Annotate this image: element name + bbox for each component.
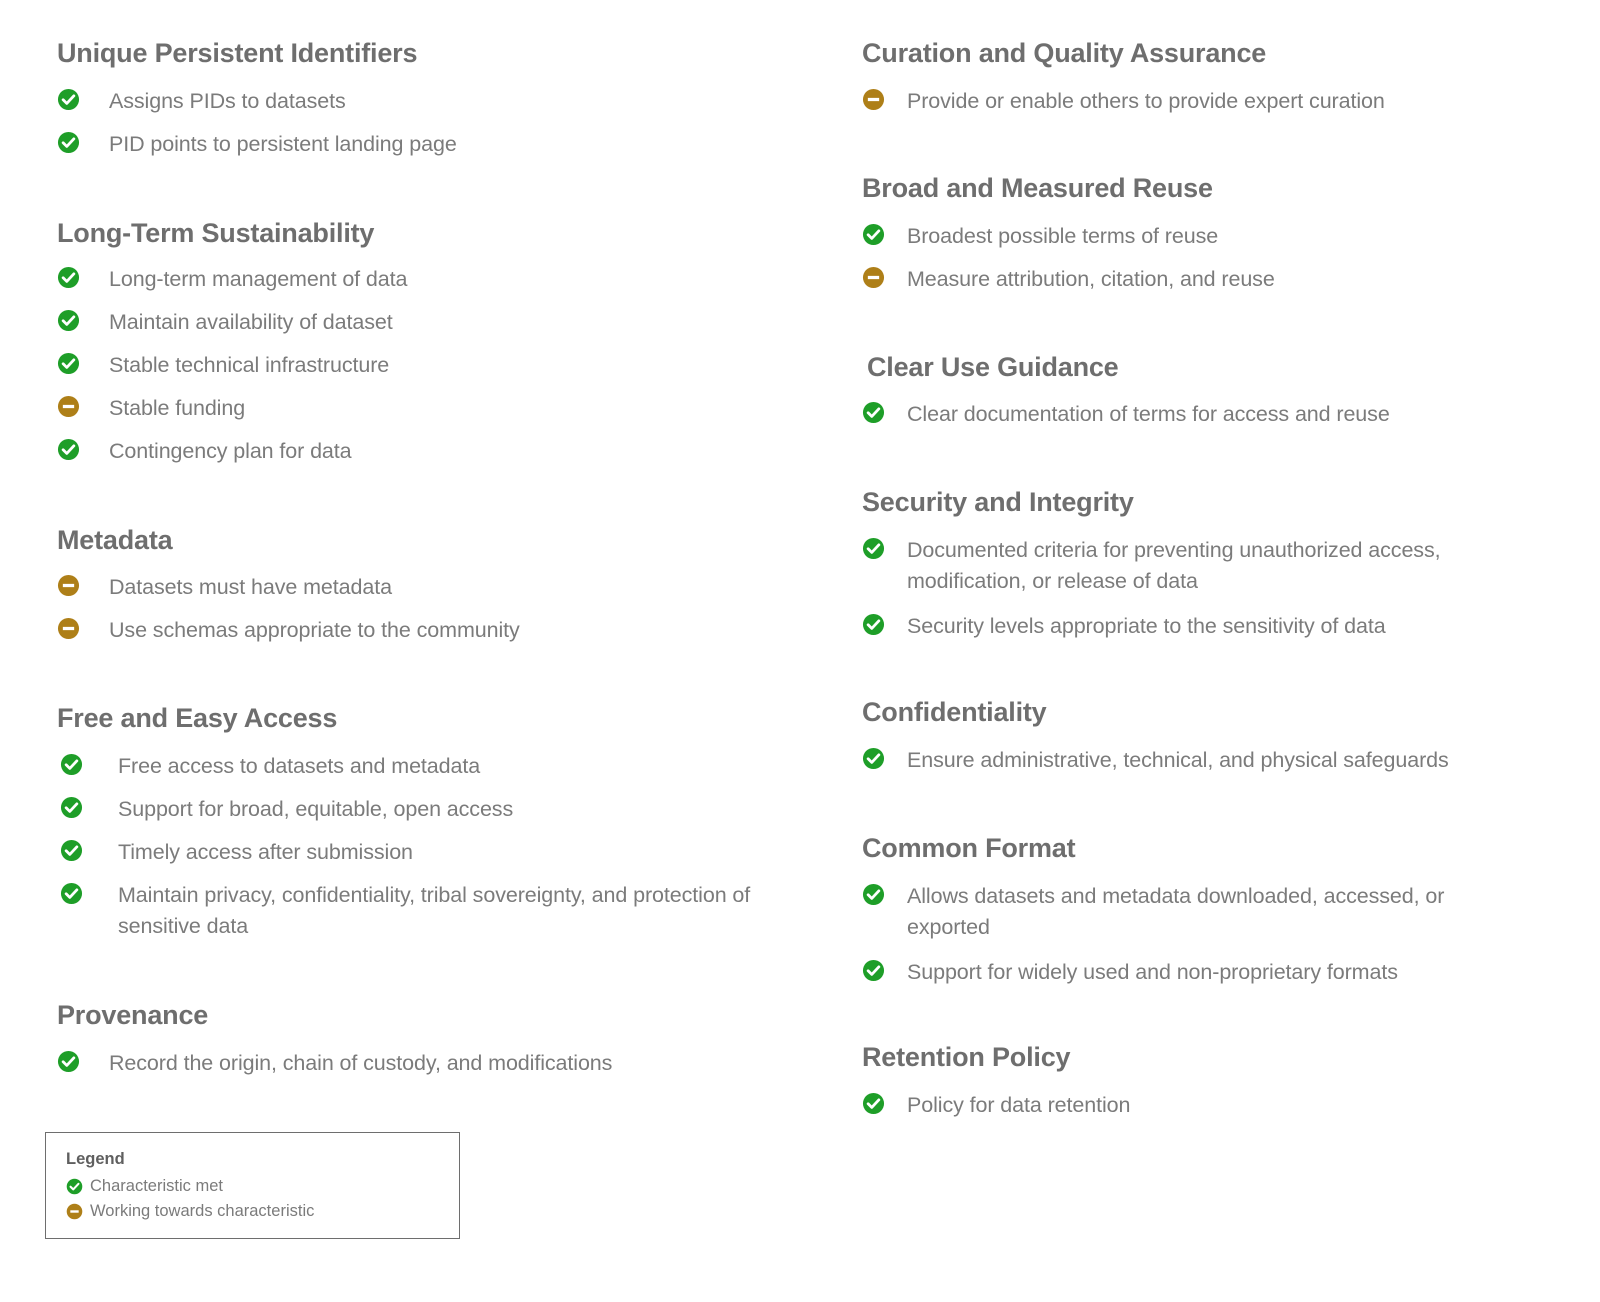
characteristic-item [57, 572, 757, 603]
legend-entry [66, 1175, 459, 1197]
characteristic-item [862, 221, 1522, 252]
characteristic-item [862, 957, 1522, 988]
check-circle-icon [862, 537, 885, 560]
check-circle-icon [862, 223, 885, 246]
characteristic-item [862, 745, 1522, 776]
check-circle-icon [862, 613, 885, 636]
section-heading: Metadata [57, 525, 173, 555]
legend-entry-label: Characteristic met [90, 1177, 223, 1196]
check-circle-icon [57, 1050, 80, 1073]
section-heading: Common Format [862, 833, 1076, 863]
characteristic-label: Ensure administrative, technical, and physical safeguards [907, 748, 1449, 772]
characteristic-label: Documented criteria for preventing unauthorized access, modification, or release of data [907, 538, 1441, 593]
check-circle-icon [60, 753, 83, 776]
legend-box [45, 1132, 460, 1239]
characteristic-item [57, 1048, 757, 1079]
check-circle-icon [862, 401, 885, 424]
section-heading: Clear Use Guidance [867, 352, 1119, 382]
check-circle-icon [862, 883, 885, 906]
legend-entry [66, 1200, 459, 1222]
characteristic-label: Long-term management of data [109, 267, 408, 291]
check-circle-icon [862, 959, 885, 982]
characteristic-label: Datasets must have metadata [109, 575, 392, 599]
characteristic-item [60, 751, 760, 782]
characteristic-item [57, 307, 757, 338]
characteristic-item [57, 350, 757, 381]
characteristic-item [862, 881, 1522, 943]
characteristic-label: Assigns PIDs to datasets [109, 89, 346, 113]
characteristic-label: Broadest possible terms of reuse [907, 224, 1219, 248]
section-heading: Long-Term Sustainability [57, 218, 375, 248]
characteristic-item [60, 880, 760, 942]
minus-circle-icon [862, 266, 885, 289]
section-heading: Broad and Measured Reuse [862, 173, 1213, 203]
minus-circle-icon [57, 395, 80, 418]
legend-entry-label: Working towards characteristic [90, 1202, 315, 1221]
check-circle-icon [57, 309, 80, 332]
check-circle-icon [862, 747, 885, 770]
characteristic-label: Contingency plan for data [109, 439, 352, 463]
characteristic-label: Use schemas appropriate to the community [109, 618, 520, 642]
characteristic-label: Allows datasets and metadata downloaded, accessed, or exported [907, 884, 1445, 939]
characteristic-item [862, 1090, 1522, 1121]
characteristic-label: Timely access after submission [118, 840, 413, 864]
check-circle-icon [57, 438, 80, 461]
characteristic-item [57, 86, 757, 117]
check-circle-icon [57, 352, 80, 375]
characteristic-label: Measure attribution, citation, and reuse [907, 267, 1275, 291]
characteristic-label: Clear documentation of terms for access and reuse [907, 402, 1390, 426]
check-circle-icon [60, 839, 83, 862]
check-circle-icon [57, 88, 80, 111]
section-heading: Security and Integrity [862, 487, 1134, 517]
check-circle-icon [60, 796, 83, 819]
characteristic-label: Stable funding [109, 396, 246, 420]
characteristic-item [862, 535, 1522, 597]
section-heading: Unique Persistent Identifiers [57, 38, 418, 68]
legend-entry-list [66, 1175, 459, 1222]
characteristic-item [57, 264, 757, 295]
characteristic-item [862, 86, 1522, 117]
characteristic-label: Record the origin, chain of custody, and modifications [109, 1051, 613, 1075]
characteristic-label: Support for widely used and non-proprietary formats [907, 960, 1398, 984]
characteristic-label: Policy for data retention [907, 1093, 1131, 1117]
check-circle-icon [862, 1092, 885, 1115]
characteristic-label: Maintain availability of dataset [109, 310, 393, 334]
characteristic-label: Support for broad, equitable, open access [118, 797, 514, 821]
characteristic-label: Provide or enable others to provide expert curation [907, 89, 1385, 113]
characteristic-label: Maintain privacy, confidentiality, tribal sovereignty, and protection of sensitive data [118, 883, 751, 938]
check-circle-icon [60, 882, 83, 905]
section-heading: Curation and Quality Assurance [862, 38, 1267, 68]
check-circle-icon [57, 131, 80, 154]
characteristic-item [57, 129, 757, 160]
check-circle-icon [57, 266, 80, 289]
characteristic-item [862, 611, 1522, 642]
legend-title: Legend [66, 1150, 125, 1168]
section-heading: Free and Easy Access [57, 703, 338, 733]
characteristic-item [862, 399, 1522, 430]
characteristic-item [862, 264, 1522, 295]
characteristic-item [57, 393, 757, 424]
legend-content [46, 1133, 459, 1222]
minus-circle-icon [57, 617, 80, 640]
characteristic-item [60, 794, 760, 825]
minus-circle-icon [66, 1203, 83, 1220]
section-heading: Confidentiality [862, 697, 1047, 727]
characteristic-label: Security levels appropriate to the sensitivity of data [907, 614, 1386, 638]
characteristic-label: Free access to datasets and metadata [118, 754, 481, 778]
check-circle-icon [66, 1178, 83, 1195]
minus-circle-icon [57, 574, 80, 597]
characteristic-item [60, 837, 760, 868]
characteristic-label: PID points to persistent landing page [109, 132, 457, 156]
minus-circle-icon [862, 88, 885, 111]
characteristic-item [57, 615, 757, 646]
section-heading: Retention Policy [862, 1042, 1071, 1072]
section-heading: Provenance [57, 1000, 209, 1030]
characteristic-label: Stable technical infrastructure [109, 353, 390, 377]
characteristic-item [57, 436, 757, 467]
